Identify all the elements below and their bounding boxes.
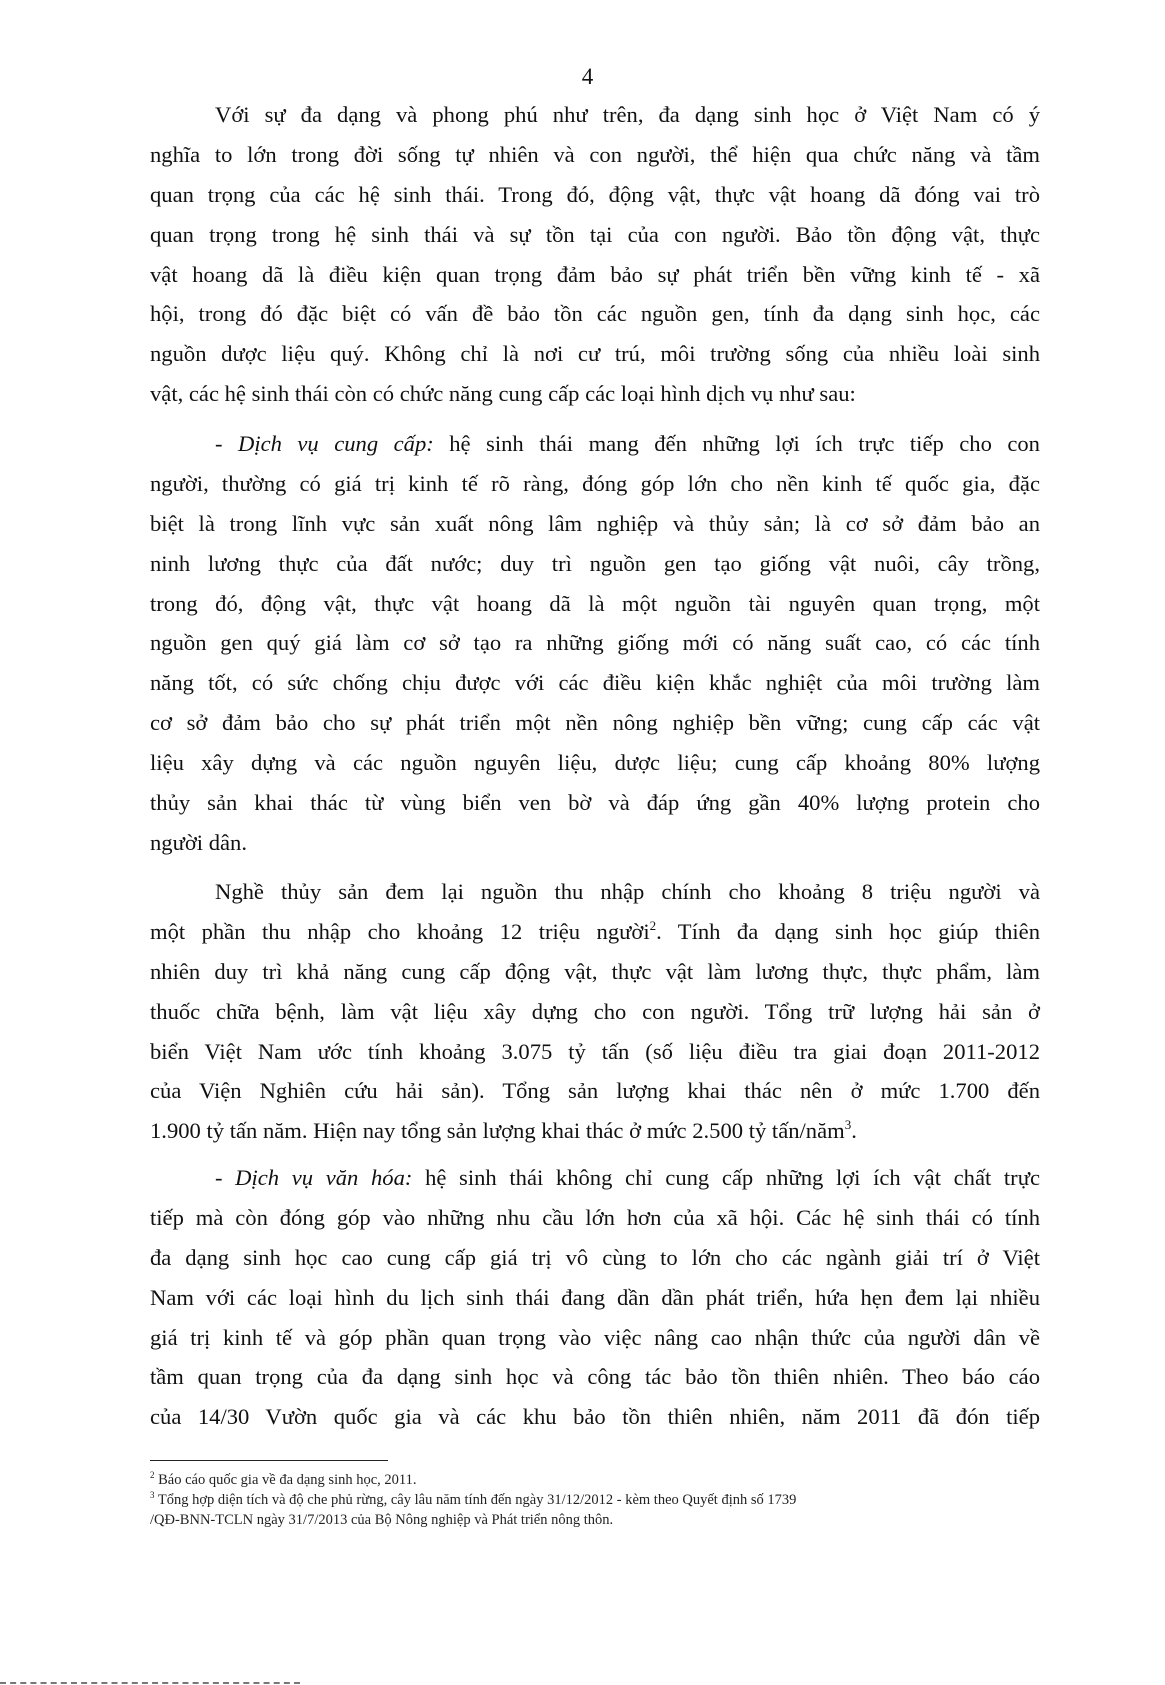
- text-line: [150, 872, 1040, 912]
- text-line: [150, 584, 1040, 624]
- text-line: [150, 1397, 1040, 1437]
- footnote-mark: 2: [150, 1470, 155, 1480]
- text-segment: quan trọng của các hệ sinh thái. Trong đó, động vật, thực vật hoang dã đóng vai trò: [150, 181, 1040, 207]
- text-segment: vật, các hệ sinh thái còn có chức năng cung cấp các loại hình dịch vụ như sau:: [150, 381, 856, 407]
- text-segment: đa dạng sinh học cao cung cấp giá trị vô cùng to lớn cho các ngành giải trí ở Việt: [150, 1244, 1040, 1270]
- text-segment: nguồn dược liệu quý. Không chỉ là nơi cư trú, môi trường sống của nhiều loài sinh: [150, 341, 1040, 367]
- text-segment: cơ sở đảm bảo cho sự phát triển một nền nông nghiệp bền vững; cung cấp các vật: [150, 710, 1040, 736]
- footnote-mark: 3: [150, 1490, 155, 1500]
- italic-heading: - Dịch vụ cung cấp:: [215, 431, 434, 456]
- text-line: [150, 334, 1040, 374]
- footnote-line: [150, 1470, 1050, 1490]
- text-segment: Nghề thủy sản đem lại nguồn thu nhập chính cho khoảng 8 triệu người và: [215, 879, 1040, 904]
- text-line: [150, 623, 1040, 663]
- text-line: [150, 215, 1040, 255]
- footnote-line: [150, 1510, 1050, 1530]
- text-line: [150, 1318, 1040, 1358]
- text-line: [150, 823, 1040, 863]
- footnote-reference: 2: [649, 917, 657, 933]
- text-line: [150, 175, 1040, 215]
- text-segment: tiếp mà còn đóng góp vào những nhu cầu lớn hơn của xã hội. Các hệ sinh thái có tính: [150, 1204, 1040, 1230]
- paragraph-biodiversity-intro: [150, 95, 1040, 414]
- text-line: [150, 1032, 1040, 1072]
- text-segment: người dân.: [150, 829, 247, 855]
- text-line: [150, 255, 1040, 295]
- text-line: [150, 504, 1040, 544]
- text-segment: nhiên duy trì khả năng cung cấp động vật, thực vật làm lương thực, thực phẩm, làm: [150, 958, 1040, 984]
- text-line: [150, 912, 1040, 952]
- text-line: [150, 1278, 1040, 1318]
- text-segment: 1.900 tỷ tấn năm. Hiện nay tổng sản lượng khai thác ở mức 2.500 tỷ tấn/năm: [150, 1118, 845, 1144]
- text-segment: nguồn gen quý giá làm cơ sở tạo ra những giống mới có năng suất cao, có các tính: [150, 630, 1040, 656]
- text-line: [150, 663, 1040, 703]
- text-line: [150, 95, 1040, 135]
- text-segment: . Tính đa dạng sinh học giúp thiên: [656, 918, 1040, 944]
- text-segment: của Viện Nghiên cứu hải sản). Tổng sản lượng khai thác nên ở mức 1.700 đến: [150, 1078, 1040, 1104]
- text-segment: ninh lương thực của đất nước; duy trì nguồn gen tạo giống vật nuôi, cây trồng,: [150, 550, 1040, 576]
- text-segment: nghĩa to lớn trong đời sống tự nhiên và con người, thể hiện qua chức năng và tầm: [150, 141, 1040, 167]
- text-segment: của 14/30 Vườn quốc gia và các khu bảo tồn thiên nhiên, năm 2011 đã đón tiếp: [150, 1404, 1040, 1430]
- italic-heading: - Dịch vụ văn hóa:: [215, 1165, 413, 1190]
- text-line: [150, 783, 1040, 823]
- text-segment: biển Việt Nam ước tính khoảng 3.075 tỷ tấn (số liệu điều tra giai đoạn 2011-2012: [150, 1038, 1040, 1064]
- text-segment: quan trọng trong hệ sinh thái và sự tồn tại của con người. Bảo tồn động vật, thực: [150, 221, 1040, 247]
- text-segment: tầm quan trọng của đa dạng sinh học và công tác bảo tồn thiên nhiên. Theo báo cáo: [150, 1364, 1040, 1390]
- text-line: [150, 703, 1040, 743]
- text-segment: giá trị kinh tế và góp phần quan trọng vào việc nâng cao nhận thức của người dân về: [150, 1324, 1040, 1350]
- text-segment: Với sự đa dạng và phong phú như trên, đa dạng sinh học ở Việt Nam có ý: [215, 102, 1040, 127]
- text-segment: trong đó, động vật, thực vật hoang dã là một nguồn tài nguyên quan trọng, một: [150, 590, 1040, 616]
- text-segment: thuốc chữa bệnh, làm vật liệu xây dựng cho con người. Tổng trữ lượng hải sản ở: [150, 998, 1040, 1024]
- text-segment: vật hoang dã là điều kiện quan trọng đảm bảo sự phát triển bền vững kinh tế - xã: [150, 261, 1040, 287]
- text-segment: hệ sinh thái mang đến những lợi ích trực tiếp cho con: [433, 431, 1040, 456]
- footnote-separator: [150, 1460, 388, 1461]
- text-line: [150, 374, 1040, 414]
- footnote-text: Tổng hợp diện tích và độ che phủ rừng, cây lâu năm tính đến ngày 31/12/2012 - kèm theo Quyết định số 1739: [157, 1492, 797, 1508]
- page-number: 4: [581, 64, 594, 89]
- text-segment: một phần thu nhập cho khoảng 12 triệu người: [150, 918, 650, 944]
- text-line: [150, 1198, 1040, 1238]
- page-bottom-edge: [0, 1682, 300, 1684]
- footnote-reference: 3: [844, 1117, 852, 1133]
- text-segment: hội, trong đó đặc biệt có vấn đề bảo tồn các nguồn gen, tính đa dạng sinh học, các: [150, 301, 1040, 327]
- text-segment: Nam với các loại hình du lịch sinh thái đang dần dần phát triển, hứa hẹn đem lại nhiều: [150, 1284, 1040, 1310]
- text-segment: biệt là trong lĩnh vực sản xuất nông lâm nghiệp và thủy sản; là cơ sở đảm bảo an: [150, 510, 1040, 536]
- footnote-line: [150, 1490, 1050, 1510]
- text-line: [150, 424, 1040, 464]
- text-line: [150, 1158, 1040, 1198]
- text-line: [150, 1111, 1040, 1151]
- text-segment: người, thường có giá trị kinh tế rõ ràng, đóng góp lớn cho nền kinh tế quốc gia, đặc: [150, 470, 1040, 496]
- footnote-text: Báo cáo quốc gia về đa dạng sinh học, 2011.: [158, 1472, 417, 1488]
- text-segment: năng tốt, có sức chống chịu được với các điều kiện khắc nghiệt của môi trường làm: [150, 670, 1040, 696]
- text-line: [150, 464, 1040, 504]
- text-segment: thủy sản khai thác từ vùng biển ven bờ và đáp ứng gần 40% lượng protein cho: [150, 790, 1040, 816]
- text-line: [150, 1071, 1040, 1111]
- footnotes: [150, 1470, 1050, 1530]
- text-line: [150, 544, 1040, 584]
- text-line: [150, 135, 1040, 175]
- text-line: [150, 952, 1040, 992]
- text-segment: hệ sinh thái không chỉ cung cấp những lợi ích vật chất trực: [412, 1165, 1040, 1190]
- text-line: [150, 294, 1040, 334]
- paragraph-cultural-services: [150, 1158, 1040, 1437]
- text-line: [150, 992, 1040, 1032]
- text-segment: .: [851, 1118, 857, 1144]
- text-line: [150, 1238, 1040, 1278]
- text-line: [150, 743, 1040, 783]
- text-line: [150, 1357, 1040, 1397]
- paragraph-provisioning-services: [150, 424, 1040, 863]
- paragraph-fisheries: [150, 872, 1040, 1151]
- text-segment: liệu xây dựng và các nguồn nguyên liệu, dược liệu; cung cấp khoảng 80% lượng: [150, 750, 1040, 776]
- footnote-text: /QĐ-BNN-TCLN ngày 31/7/2013 của Bộ Nông nghiệp và Phát triển nông thôn.: [150, 1512, 614, 1528]
